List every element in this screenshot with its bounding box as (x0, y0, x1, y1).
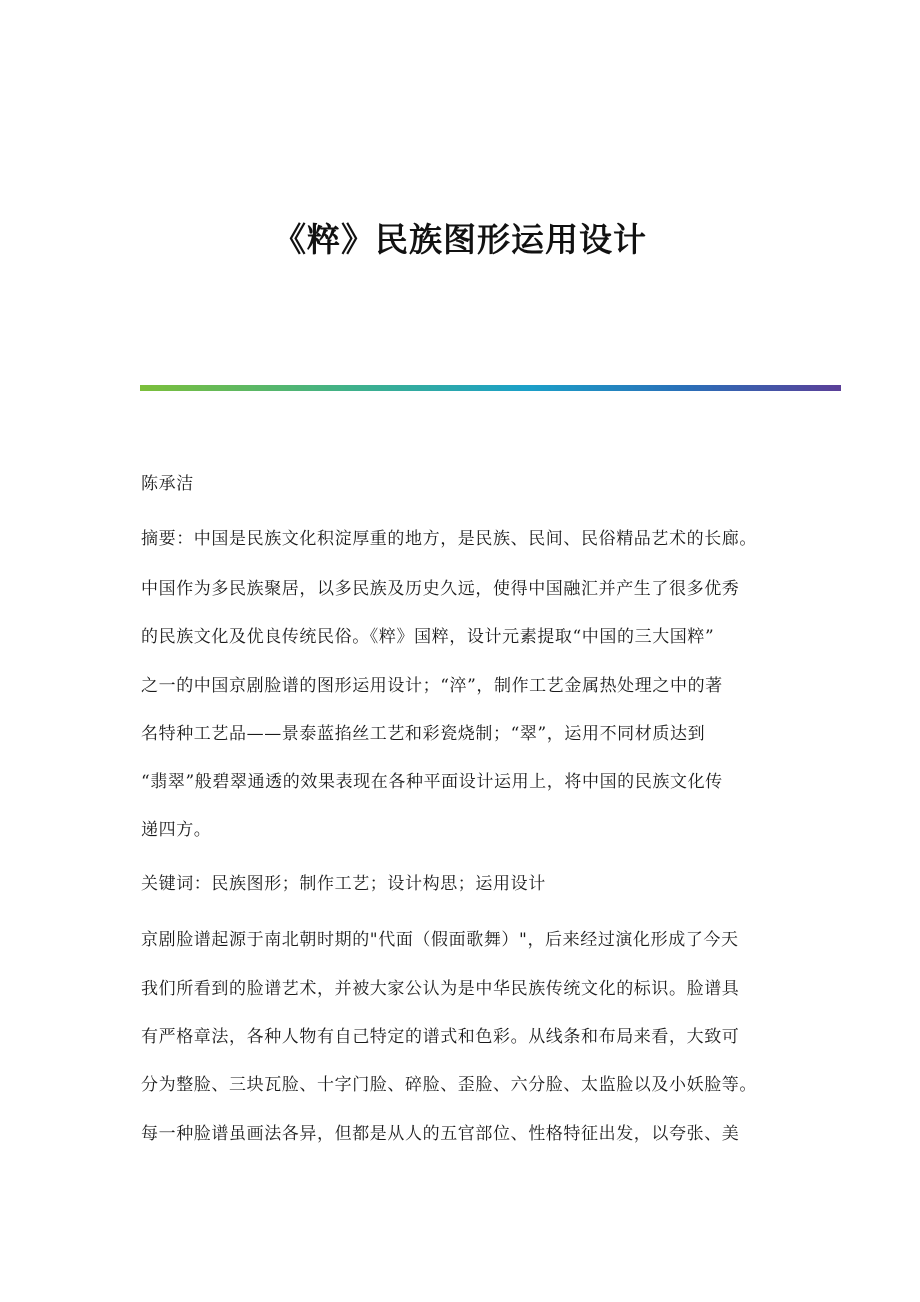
abstract-line: 之一的中国京剧脸谱的图形运用设计；“淬”，制作工艺金属热处理之中的著 (141, 676, 723, 696)
body-line: 我们所看到的脸谱艺术，并被大家公认为是中华民族传统文化的标识。脸谱具 (141, 979, 740, 999)
abstract-line: 的民族文化及优良传统民俗。《粹》国粹，设计元素提取“中国的三大国粹” (141, 627, 715, 647)
abstract-line: “翡翠”般碧翠通透的效果表现在各种平面设计运用上，将中国的民族文化传 (141, 772, 723, 792)
body-line: 有严格章法，各种人物有自己特定的谱式和色彩。从线条和布局来看，大致可 (141, 1027, 740, 1047)
title-divider (140, 385, 841, 391)
abstract-line: 递四方。 (141, 820, 212, 840)
body-line: 分为整脸、三块瓦脸、十字门脸、碎脸、歪脸、六分脸、太监脸以及小妖脸等。 (141, 1075, 757, 1095)
author-name: 陈承洁 (141, 474, 194, 494)
abstract-line: 中国作为多民族聚居，以多民族及历史久远，使得中国融汇并产生了很多优秀 (141, 579, 740, 599)
abstract-line: 名特种工艺品——景泰蓝掐丝工艺和彩瓷烧制；“翠”，运用不同材质达到 (141, 724, 706, 744)
body-line: 每一种脸谱虽画法各异，但都是从人的五官部位、性格特征出发，以夸张、美 (141, 1124, 740, 1144)
body-line: 京剧脸谱起源于南北朝时期的"代面（假面歌舞）"，后来经过演化形成了今天 (141, 930, 739, 950)
page-title: 《粹》民族图形运用设计 (273, 220, 647, 259)
keywords: 关键词：民族图形；制作工艺；设计构思；运用设计 (141, 874, 546, 894)
abstract-line: 摘要：中国是民族文化积淀厚重的地方，是民族、民间、民俗精品艺术的长廊。 (141, 529, 757, 549)
